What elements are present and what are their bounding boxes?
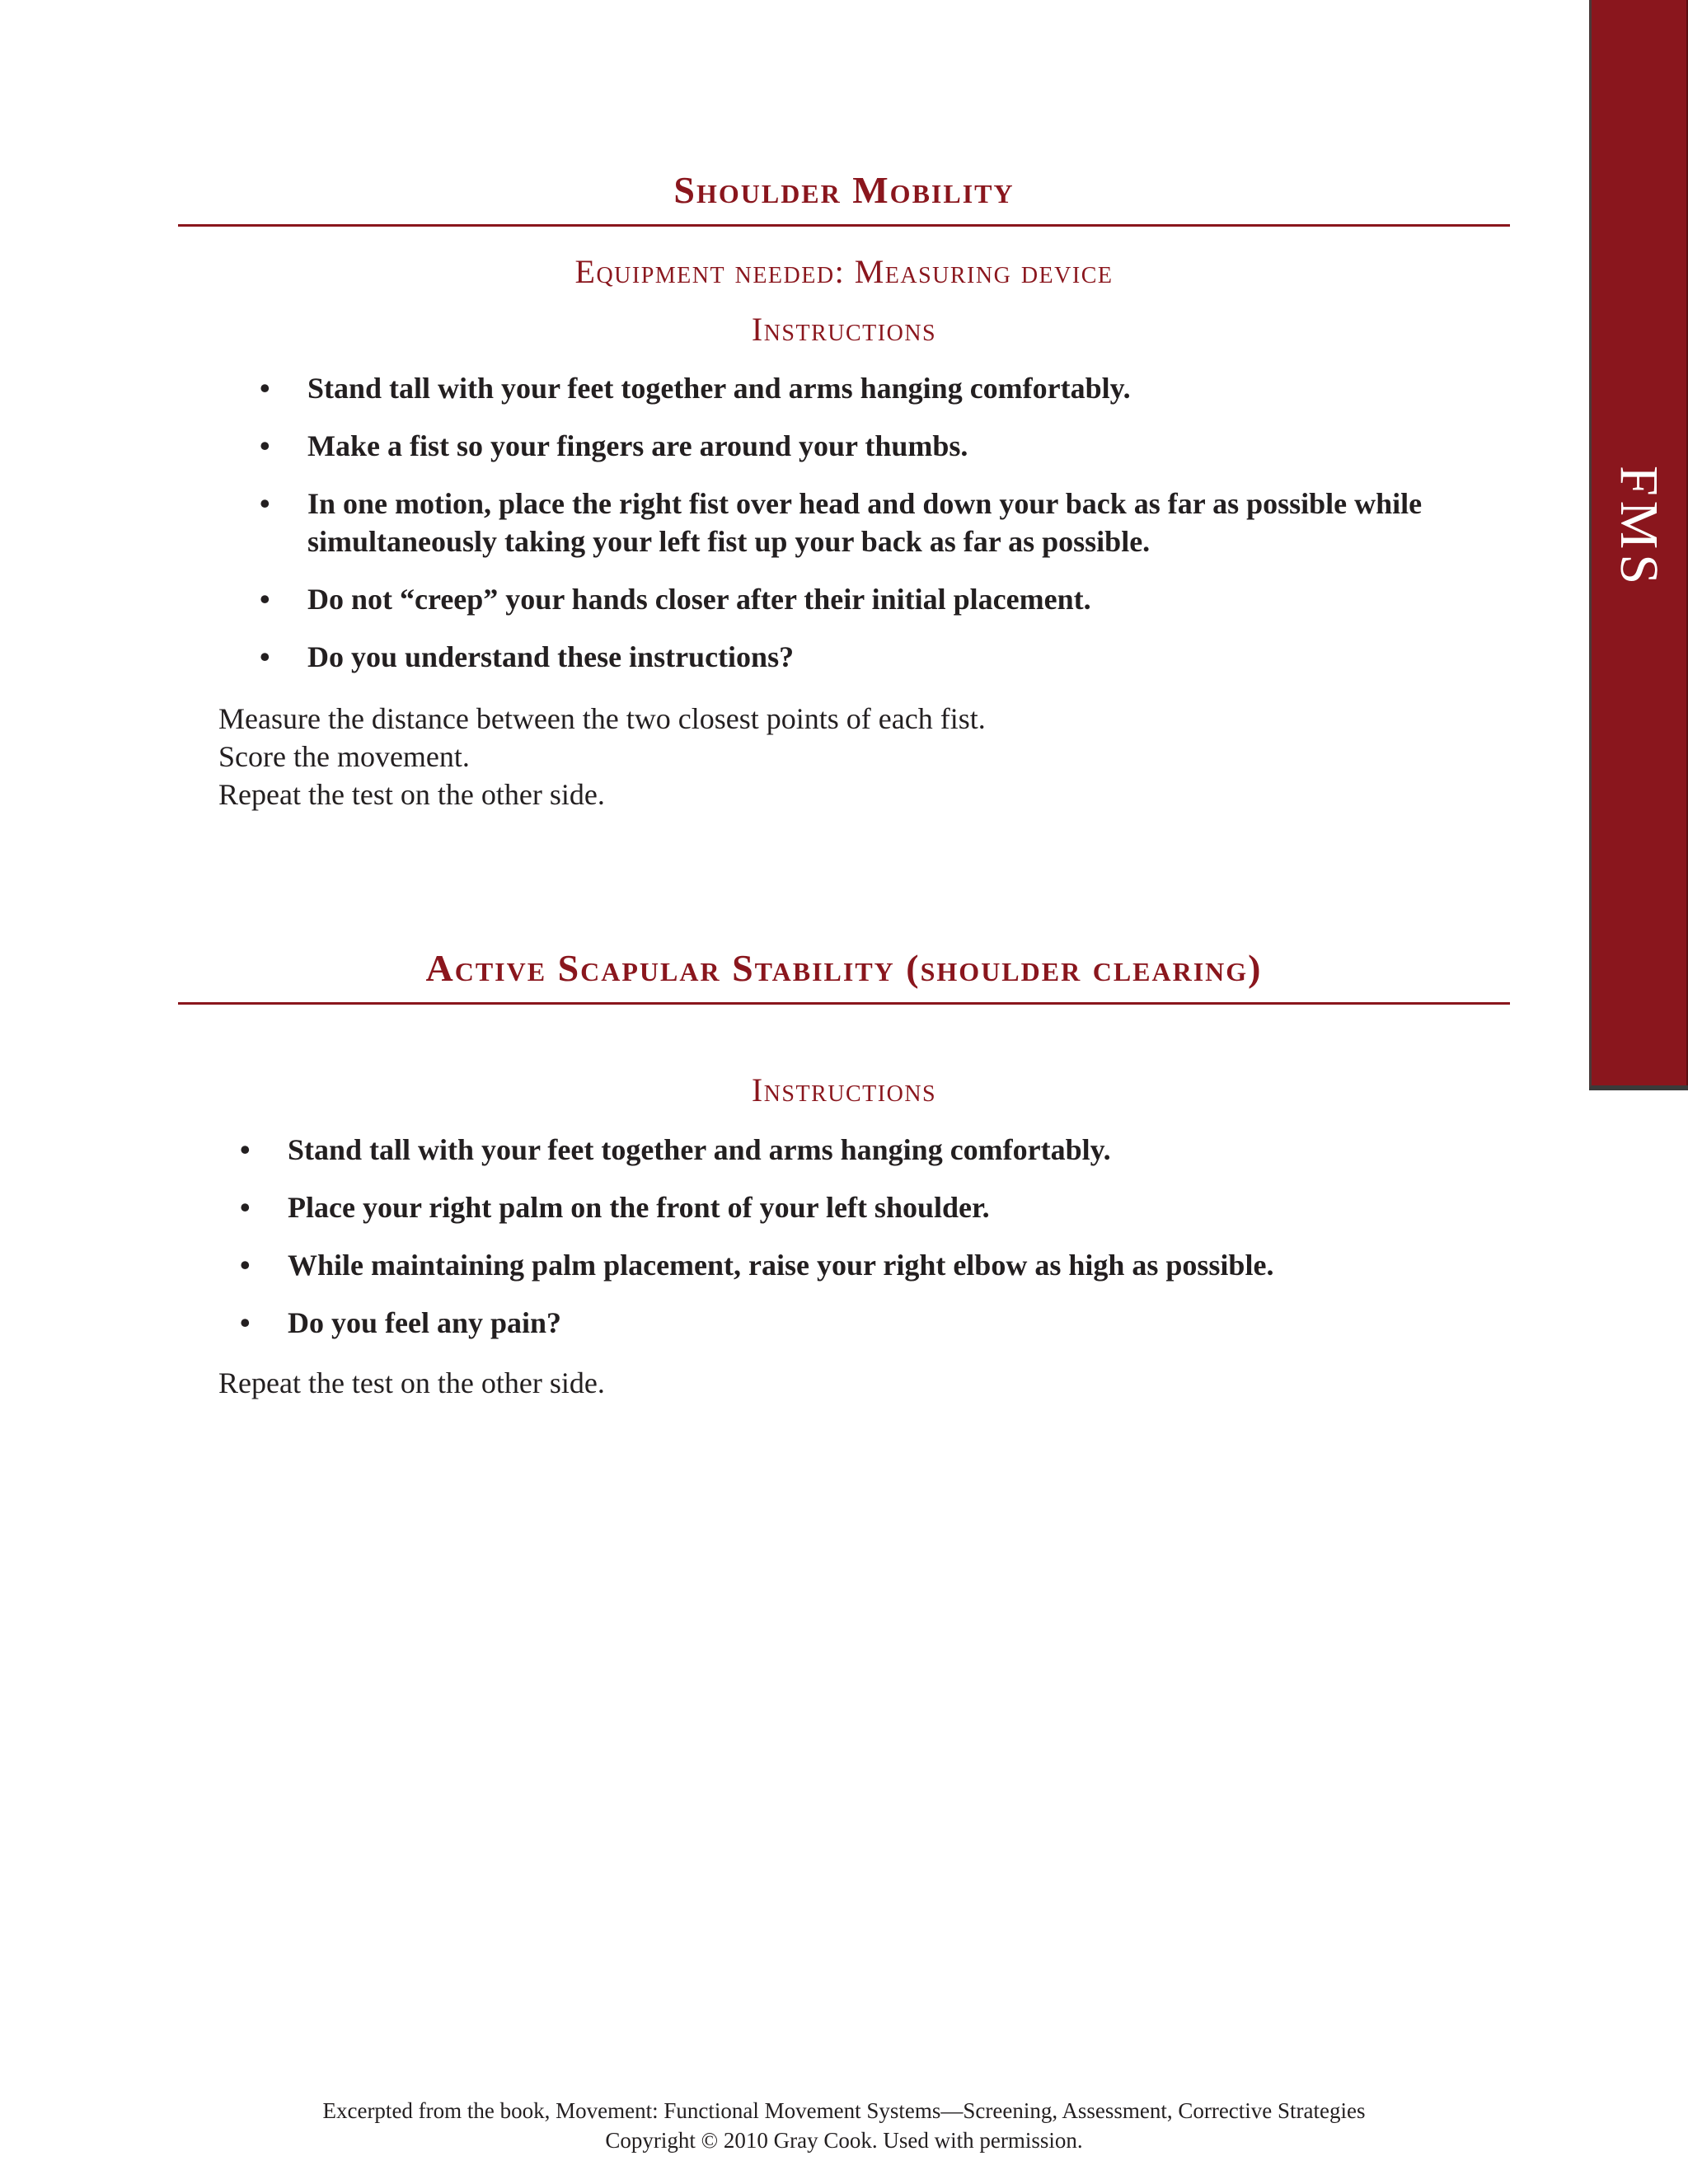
list-item bbox=[240, 1131, 1491, 1169]
instructions-heading: Instructions bbox=[751, 1071, 937, 1108]
list-item bbox=[260, 427, 1494, 465]
list-item bbox=[240, 1304, 1491, 1342]
instruction-list bbox=[240, 1131, 1491, 1361]
note-line: Repeat the test on the other side. bbox=[218, 1366, 605, 1399]
note-line: Measure the distance between the two closest points of each fist. bbox=[218, 702, 986, 735]
bullet-icon: • bbox=[260, 429, 270, 462]
list-item-text: Place your right palm on the front of your left shoulder. bbox=[288, 1191, 990, 1224]
bullet-icon: • bbox=[260, 583, 270, 616]
equipment-heading: Equipment needed: Measuring device bbox=[574, 253, 1114, 290]
list-item-text: While maintaining palm placement, raise your right elbow as high as possible. bbox=[288, 1249, 1274, 1282]
list-item-text: Make a fist so your fingers are around your thumbs. bbox=[307, 429, 968, 462]
repeat-note bbox=[218, 1364, 605, 1402]
list-item-text: In one motion, place the right fist over head and down your back as far as possible while simultaneously taking your left fist up your back as far as possible. bbox=[307, 487, 1423, 558]
note-line: Repeat the test on the other side. bbox=[218, 778, 605, 811]
section-title-active-scapular-stability: Active Scapular Stability (shoulder clearing) bbox=[425, 947, 1263, 989]
footer bbox=[0, 2096, 1688, 2155]
note-line: Score the movement. bbox=[218, 740, 470, 773]
bullet-icon: • bbox=[260, 487, 270, 520]
list-item-text: Stand tall with your feet together and arms hanging comfortably. bbox=[307, 372, 1131, 405]
bullet-icon: • bbox=[240, 1191, 251, 1224]
side-tab-label: FMS bbox=[1609, 465, 1669, 590]
instructions-heading: Instructions bbox=[751, 311, 937, 348]
bullet-icon: • bbox=[240, 1249, 251, 1282]
measurement-notes bbox=[218, 700, 986, 813]
list-item bbox=[240, 1246, 1491, 1284]
list-item-text: Stand tall with your feet together and arms hanging comfortably. bbox=[288, 1133, 1111, 1166]
footer-copyright: Copyright © 2010 Gray Cook. Used with permission. bbox=[605, 2128, 1083, 2153]
list-item-text: Do you understand these instructions? bbox=[307, 640, 795, 673]
footer-source: Excerpted from the book, Movement: Functional Movement Systems—Screening, Assessment, Corrective Strategies bbox=[322, 2098, 1366, 2123]
bullet-icon: • bbox=[240, 1133, 251, 1166]
section-title-shoulder-mobility: Shoulder Mobility bbox=[673, 169, 1015, 211]
instruction-list bbox=[260, 369, 1494, 696]
list-item bbox=[260, 485, 1494, 560]
list-item bbox=[260, 369, 1494, 407]
list-item bbox=[260, 638, 1494, 676]
list-item-text: Do not “creep” your hands closer after their initial placement. bbox=[307, 583, 1091, 616]
bullet-icon: • bbox=[260, 640, 270, 673]
list-item-text: Do you feel any pain? bbox=[288, 1306, 562, 1339]
section-divider bbox=[178, 224, 1510, 227]
list-item bbox=[240, 1188, 1491, 1226]
bullet-icon: • bbox=[260, 372, 270, 405]
section-divider bbox=[178, 1002, 1510, 1005]
bullet-icon: • bbox=[240, 1306, 251, 1339]
list-item bbox=[260, 580, 1494, 618]
